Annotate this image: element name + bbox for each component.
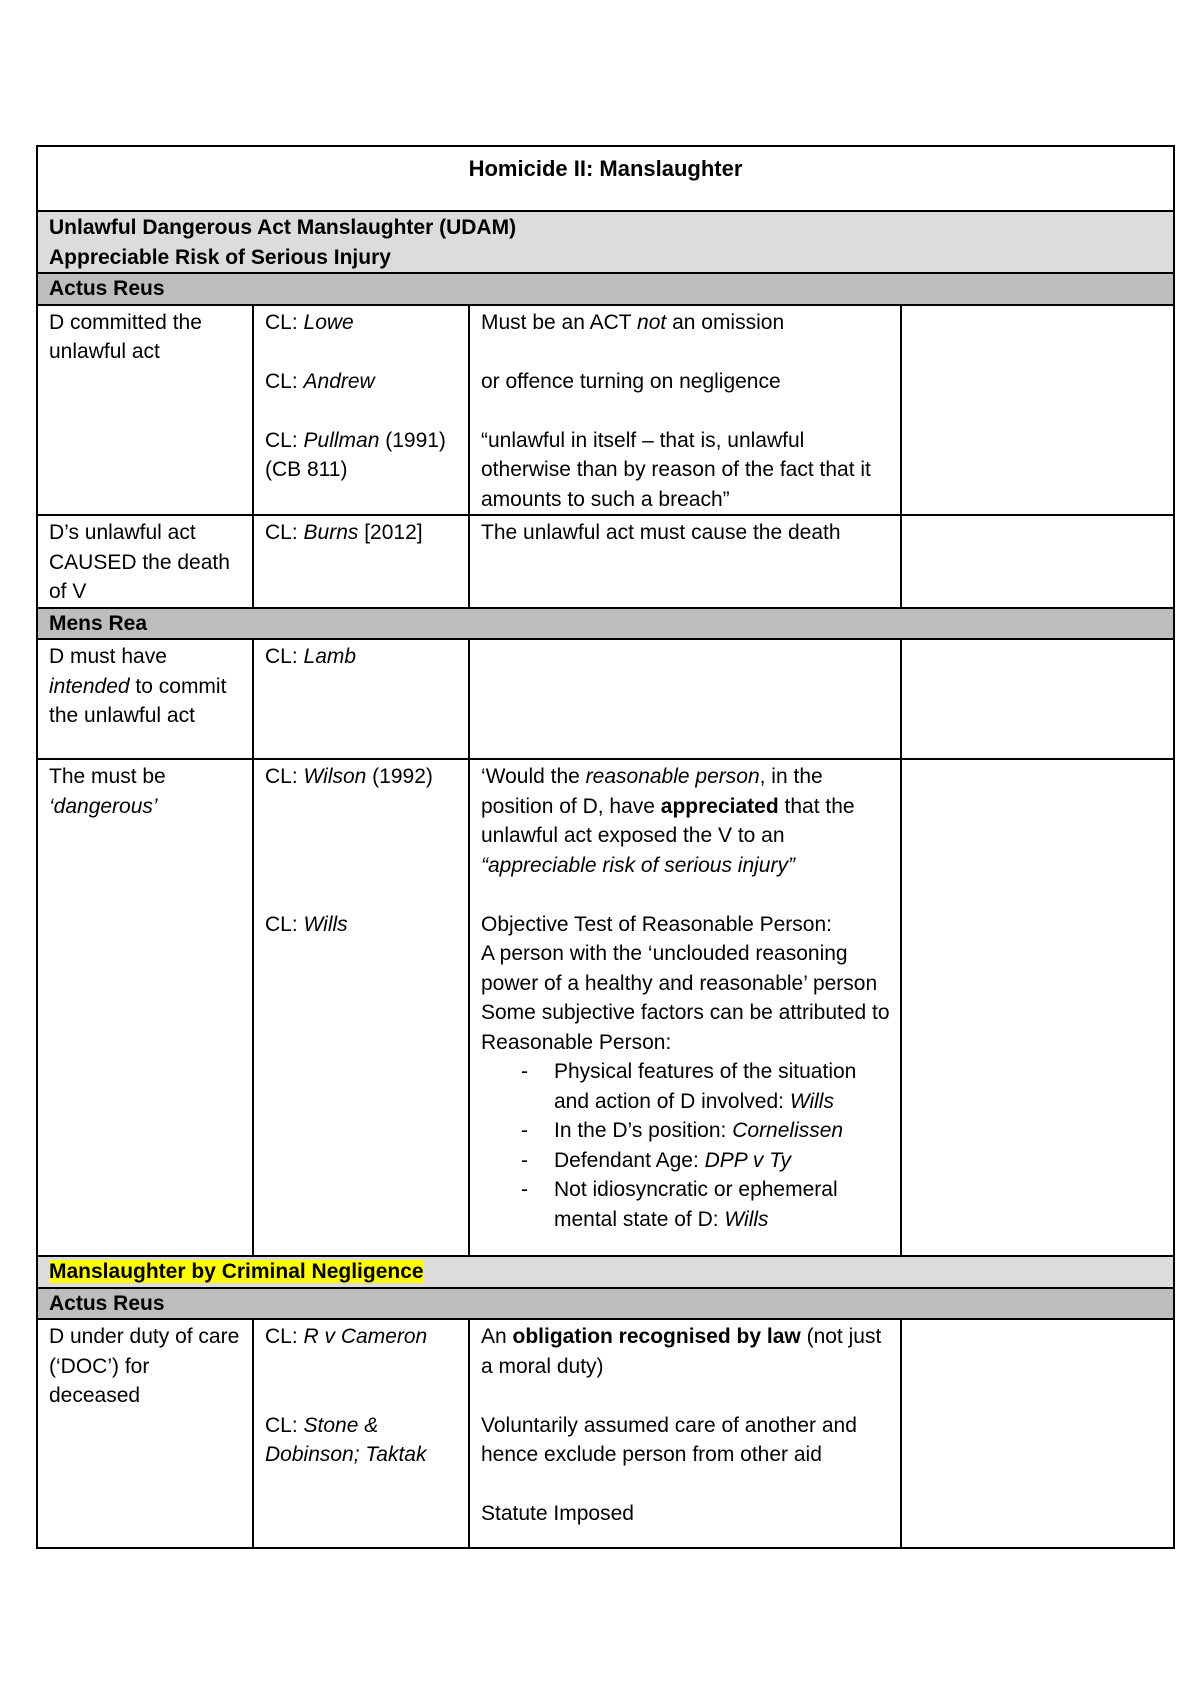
note-cell: [469, 759, 901, 1256]
reasonable-person-question: [481, 762, 890, 880]
note-emphasis: “appreciable risk of serious injury”: [481, 853, 795, 877]
case-cell: [253, 305, 469, 516]
list-item: [509, 1146, 890, 1176]
note-cell: [469, 1319, 901, 1548]
negligence-actus-reus-label: Actus Reus: [37, 1288, 1174, 1320]
udam-actus-reus-label: Actus Reus: [37, 273, 1174, 305]
note-text: , in the position of D, have: [481, 765, 823, 818]
element-text: to commit the unlawful act: [49, 674, 227, 727]
title-cell: [37, 146, 1174, 211]
case-stone-dobinson: Stone & Dobinson; Taktak: [265, 1413, 427, 1466]
blank-cell: [901, 759, 1174, 1256]
case-prefix: CL:: [265, 310, 304, 334]
list-item-text: In the D’s position:: [554, 1119, 733, 1142]
element-emphasis: intended: [49, 674, 130, 698]
subjective-factors: Some subjective factors can be attributed to Reasonable Person:: [481, 1001, 890, 1054]
table-row: [37, 515, 1174, 608]
case-cameron: R v Cameron: [303, 1325, 428, 1348]
manslaughter-notes-table: [36, 145, 1175, 1549]
element-emphasis: ‘dangerous’: [49, 794, 158, 818]
note-bold: appreciated: [660, 794, 779, 818]
element-text: D under duty of care (‘DOC’) for deceased: [49, 1325, 240, 1407]
element-cell: [37, 305, 253, 516]
note-statute: Statute Imposed: [481, 1502, 634, 1525]
title-row: [37, 146, 1174, 211]
note-emphasis: reasonable person: [585, 765, 760, 788]
udam-actus-reus-row: [37, 273, 1174, 305]
case-burns: Burns: [303, 521, 359, 544]
list-item-case: DPP v Ty: [704, 1148, 791, 1172]
case-lowe: Lowe: [303, 310, 354, 334]
udam-heading-cell: [37, 211, 1174, 273]
case-wills: Wills: [303, 912, 348, 936]
udam-heading: Unlawful Dangerous Act Manslaughter (UDAM): [49, 216, 517, 239]
element-text: D must have: [49, 645, 167, 668]
note-emphasis: not: [637, 310, 667, 334]
case-prefix: CL:: [265, 645, 304, 668]
element-text: D committed the unlawful act: [49, 310, 202, 363]
element-text: The must be: [49, 765, 166, 788]
table-row: [37, 759, 1174, 1256]
list-item-case: Wills: [724, 1207, 769, 1231]
list-item: [509, 1116, 890, 1146]
case-cell: [253, 515, 469, 608]
note-text: that the unlawful act exposed the V to an: [481, 794, 855, 847]
udam-section-row: [37, 211, 1174, 273]
case-wilson: Wilson: [303, 765, 367, 788]
case-cell: [253, 1319, 469, 1548]
element-text: D’s unlawful act CAUSED the death of V: [49, 521, 230, 603]
document-title: Homicide II: Manslaughter: [468, 156, 743, 181]
table-row: [37, 639, 1174, 759]
case-lamb: Lamb: [303, 645, 357, 668]
list-item: [509, 1057, 890, 1116]
case-citation: (1992): [366, 765, 433, 788]
case-prefix: CL:: [265, 1413, 304, 1437]
case-prefix: CL:: [265, 428, 304, 452]
element-cell: [37, 515, 253, 608]
table-row: [37, 305, 1174, 516]
case-pullman-citation: (1991) (CB 811): [265, 428, 446, 481]
blank-cell: [901, 515, 1174, 608]
note-cell: [469, 639, 901, 759]
udam-mens-rea-label: Mens Rea: [37, 608, 1174, 640]
negligence-actus-reus-row: [37, 1288, 1174, 1320]
list-item-text: Defendant Age:: [554, 1148, 705, 1172]
objective-test: Objective Test of Reasonable Person:: [481, 912, 832, 936]
table-row: [37, 1319, 1174, 1548]
case-citation: [2012]: [358, 521, 423, 544]
list-item-case: Cornelissen: [732, 1119, 844, 1142]
list-item-text: Physical features of the situation and action of D involved:: [554, 1060, 857, 1113]
negligence-heading-cell: [37, 1256, 1174, 1288]
note-text: Must be an ACT: [481, 310, 638, 334]
note-text: an omission: [666, 310, 785, 334]
note-cell: [469, 515, 901, 608]
case-prefix: CL:: [265, 765, 304, 788]
note-voluntary: Voluntarily assumed care of another and hence exclude person from other aid: [481, 1413, 857, 1466]
note-text: (not just a moral duty): [481, 1325, 882, 1378]
case-prefix: CL:: [265, 521, 304, 544]
list-item-text: Not idiosyncratic or ephemeral mental state of D:: [554, 1178, 838, 1231]
case-prefix: CL:: [265, 369, 304, 393]
list-item-case: Wills: [789, 1089, 834, 1113]
udam-subheading: Appreciable Risk of Serious Injury: [49, 245, 391, 269]
negligence-section-row: [37, 1256, 1174, 1288]
note-cell: [469, 305, 901, 516]
case-pullman: Pullman: [303, 428, 380, 452]
case-prefix: CL:: [265, 1325, 304, 1348]
case-cell: [253, 639, 469, 759]
case-prefix: CL:: [265, 912, 304, 936]
subjective-factor-list: [481, 1057, 890, 1234]
note-negligence: or offence turning on negligence: [481, 369, 781, 393]
negligence-heading: Manslaughter by Criminal Negligence: [49, 1260, 424, 1283]
list-item: [509, 1175, 890, 1234]
element-cell: [37, 1319, 253, 1548]
blank-cell: [901, 1319, 1174, 1548]
note-quote: “unlawful in itself – that is, unlawful otherwise than by reason of the fact that it amounts to such a breach”: [481, 428, 871, 511]
element-cell: [37, 759, 253, 1256]
note-bold: obligation recognised by law: [512, 1325, 801, 1348]
blank-cell: [901, 305, 1174, 516]
note-text: An: [481, 1325, 513, 1348]
blank-cell: [901, 639, 1174, 759]
case-andrew: Andrew: [303, 369, 375, 393]
reasonable-person-definition: A person with the ‘unclouded reasoning power of a healthy and reasonable’ person: [481, 942, 878, 995]
note-text: ‘Would the: [481, 765, 586, 788]
case-cell: [253, 759, 469, 1256]
note-text: The unlawful act must cause the death: [481, 521, 841, 544]
element-cell: [37, 639, 253, 759]
udam-mens-rea-row: [37, 608, 1174, 640]
